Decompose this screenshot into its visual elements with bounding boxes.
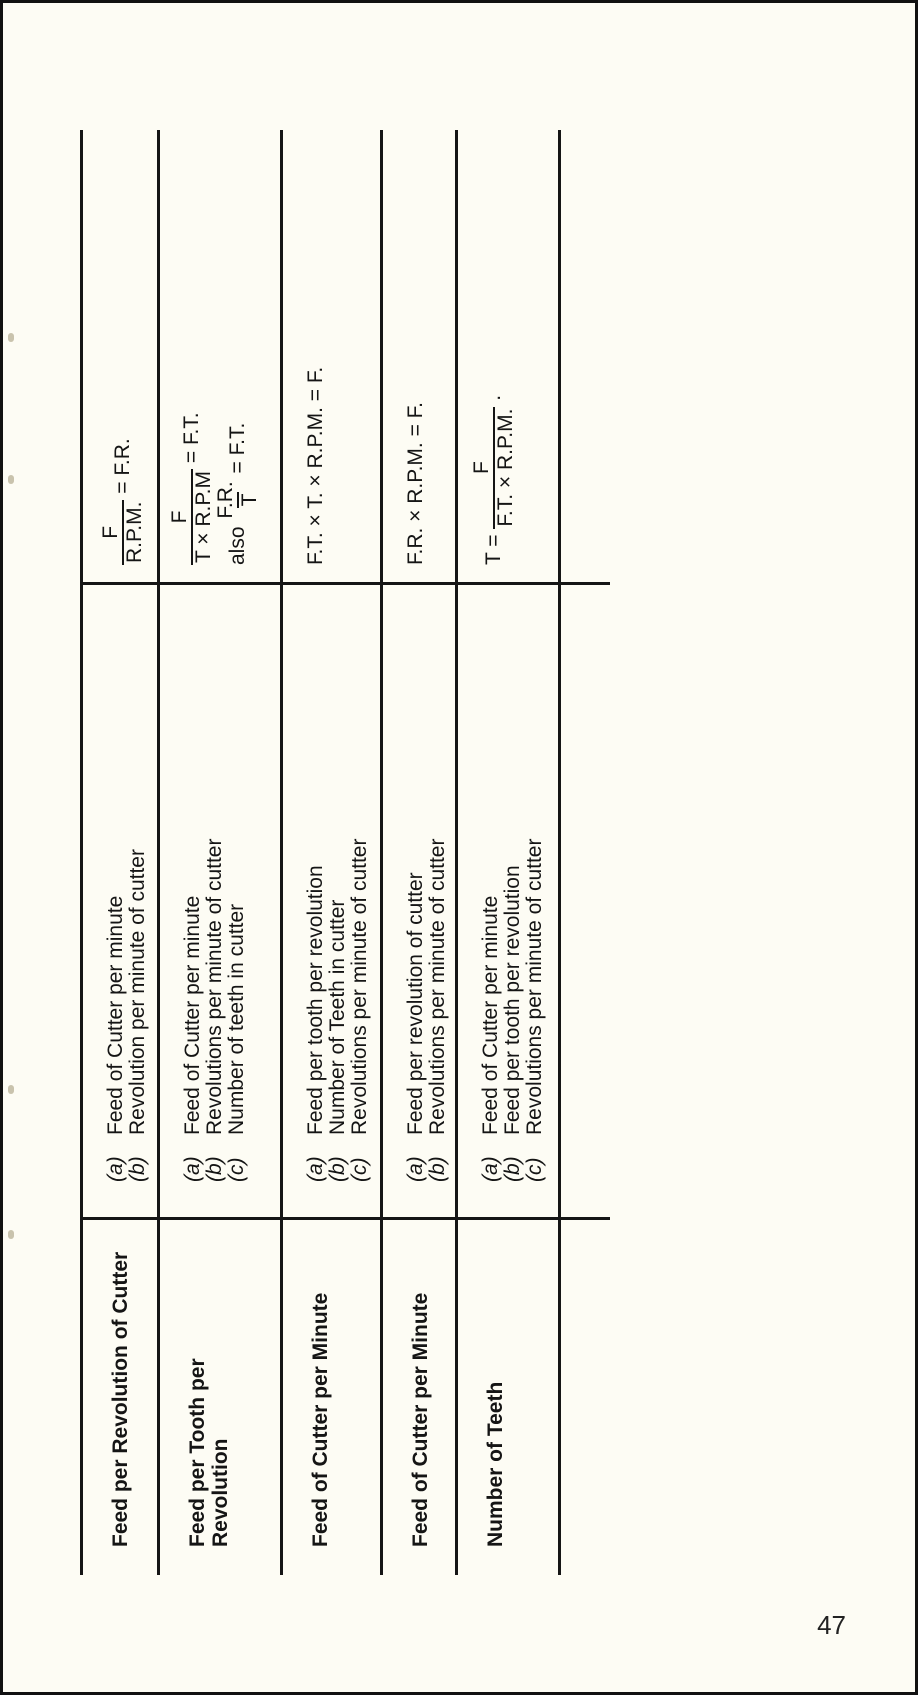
item-letter: (b) bbox=[203, 1156, 226, 1182]
item-letter: (b) bbox=[501, 1156, 524, 1182]
list-item bbox=[427, 652, 449, 1182]
formula-line-alt bbox=[216, 145, 260, 565]
fraction bbox=[472, 407, 516, 529]
list-item bbox=[204, 652, 226, 1182]
variable-list bbox=[305, 652, 371, 1182]
formula-line bbox=[170, 145, 214, 565]
item-letter: (b) bbox=[126, 1156, 149, 1182]
denominator: R.P.M. bbox=[123, 501, 146, 563]
item-text: Revolutions per minute of cutter bbox=[348, 838, 371, 1135]
item-text: Feed of Cutter per minute bbox=[104, 895, 127, 1135]
list-item bbox=[502, 652, 524, 1182]
formula: F.T. × T. × R.P.M. = F. bbox=[304, 366, 327, 565]
variable-list bbox=[405, 652, 449, 1182]
numerator: F bbox=[470, 461, 493, 474]
variable-list bbox=[105, 652, 149, 1182]
list-item bbox=[327, 652, 349, 1182]
variable-list bbox=[480, 652, 546, 1182]
also-label: also bbox=[226, 526, 249, 565]
table-row bbox=[280, 130, 383, 1575]
fraction bbox=[101, 500, 145, 565]
denominator: T × R.P.M bbox=[192, 470, 215, 563]
item-text: Revolutions per minute of cutter bbox=[523, 838, 546, 1135]
item-text: Revolutions per minute of cutter bbox=[426, 838, 449, 1135]
item-text: Feed per tooth per revolution bbox=[501, 865, 524, 1135]
rotated-table-block bbox=[80, 130, 610, 1575]
punch-mark bbox=[8, 475, 14, 484]
list-item bbox=[349, 652, 371, 1182]
punch-mark bbox=[8, 333, 14, 342]
formula bbox=[472, 145, 516, 565]
item-letter: (b) bbox=[426, 1156, 449, 1182]
formula-prefix: T = bbox=[482, 534, 505, 565]
item-letter: (a) bbox=[479, 1156, 502, 1182]
item-text: Feed of Cutter per minute bbox=[181, 895, 204, 1135]
formula-result: = F.T. bbox=[226, 422, 249, 474]
list-item bbox=[182, 652, 204, 1182]
row-heading: Number of Teeth bbox=[484, 1381, 507, 1547]
item-text: Number of teeth in cutter bbox=[225, 903, 248, 1135]
item-text: Revolution per minute of cutter bbox=[126, 849, 149, 1135]
item-letter: (c) bbox=[225, 1157, 248, 1182]
table-row bbox=[157, 130, 283, 1575]
list-item bbox=[226, 652, 248, 1182]
item-text: Revolutions per minute of cutter bbox=[203, 838, 226, 1135]
numerator: F bbox=[99, 525, 122, 539]
item-letter: (a) bbox=[181, 1156, 204, 1182]
list-item bbox=[480, 652, 502, 1182]
formula bbox=[170, 145, 260, 565]
table-row bbox=[80, 130, 160, 1575]
list-item bbox=[127, 652, 149, 1182]
formula: F.R. × R.P.M. = F. bbox=[404, 402, 427, 565]
item-letter: (a) bbox=[404, 1156, 427, 1182]
item-letter: (a) bbox=[104, 1156, 127, 1182]
variable-list bbox=[182, 652, 248, 1182]
item-text: Feed of Cutter per minute bbox=[479, 895, 502, 1135]
item-letter: (a) bbox=[304, 1156, 327, 1182]
formula bbox=[101, 145, 145, 565]
list-item bbox=[105, 652, 127, 1182]
list-item bbox=[305, 652, 327, 1182]
denominator: T bbox=[238, 493, 261, 507]
item-text: Feed per tooth per revolution bbox=[304, 865, 327, 1135]
item-letter: (c) bbox=[348, 1157, 371, 1182]
punch-mark bbox=[8, 1085, 14, 1094]
item-letter: (b) bbox=[326, 1156, 349, 1182]
fraction bbox=[216, 479, 260, 520]
numerator: F bbox=[168, 510, 191, 524]
list-item bbox=[524, 652, 546, 1182]
row-heading: Feed per Tooth per Revolution bbox=[186, 1358, 232, 1547]
formula-result: = F.R. bbox=[111, 438, 134, 494]
table-row bbox=[380, 130, 458, 1575]
list-item bbox=[405, 652, 427, 1182]
item-text: Number of Teeth in cutter bbox=[326, 899, 349, 1135]
denominator: F.T. × R.P.M. bbox=[494, 408, 517, 527]
page-number: 47 bbox=[817, 1610, 846, 1640]
fraction bbox=[170, 469, 214, 565]
punch-mark bbox=[8, 1230, 14, 1239]
numerator: F.R. bbox=[214, 481, 237, 519]
row-heading: Feed of Cutter per Minute bbox=[409, 1292, 432, 1547]
item-letter: (c) bbox=[523, 1157, 546, 1182]
row-heading: Feed per Revolution of Cutter bbox=[109, 1251, 132, 1547]
table-row bbox=[455, 130, 561, 1575]
formula-table bbox=[80, 130, 610, 1575]
formula-result: . bbox=[482, 394, 505, 401]
row-heading: Feed of Cutter per Minute bbox=[309, 1292, 332, 1547]
item-text: Feed per revolution of cutter bbox=[404, 872, 427, 1135]
formula-result: = F.T. bbox=[180, 412, 203, 464]
